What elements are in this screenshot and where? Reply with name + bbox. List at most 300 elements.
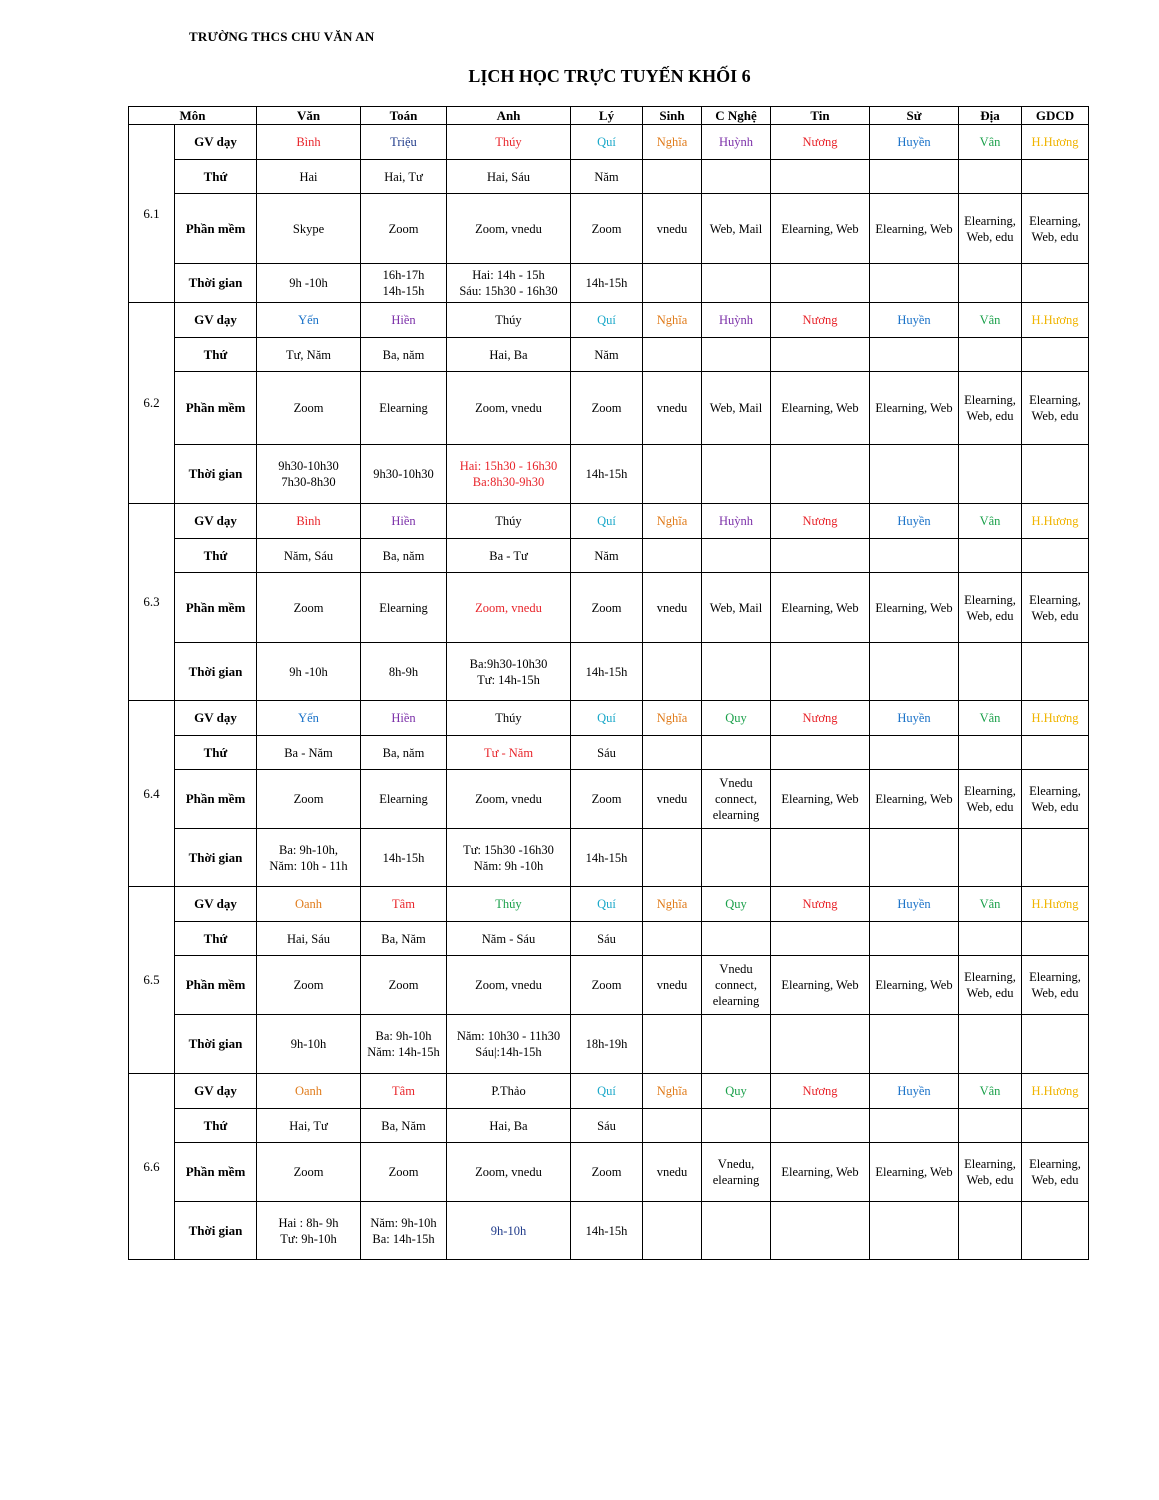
table-cell: Ba: 9h-10h, Năm: 10h - 11h [257, 829, 361, 887]
table-cell [702, 1109, 771, 1143]
table-cell [643, 1109, 702, 1143]
row-label: GV dạy [175, 303, 257, 338]
table-cell [959, 160, 1022, 194]
table-cell: Elearning, Web [870, 194, 959, 264]
table-cell [870, 264, 959, 303]
table-cell [959, 445, 1022, 504]
table-cell: 14h-15h [361, 829, 447, 887]
table-cell: Vân [959, 1074, 1022, 1109]
table-cell [702, 338, 771, 372]
table-cell [643, 338, 702, 372]
table-cell [1022, 160, 1089, 194]
header-cell: Địa [959, 107, 1022, 125]
row-label: Thứ [175, 539, 257, 573]
row-label: Thời gian [175, 1202, 257, 1260]
table-cell: Vnedu connect, elearning [702, 770, 771, 829]
table-cell: Nghĩa [643, 887, 702, 922]
table-cell: Zoom [361, 1143, 447, 1202]
table-cell: Năm [571, 539, 643, 573]
table-cell: Quy [702, 1074, 771, 1109]
table-cell: Elearning, Web [771, 194, 870, 264]
table-cell: Zoom [571, 194, 643, 264]
header-row [129, 107, 1089, 125]
table-cell: Vân [959, 303, 1022, 338]
row-label: Phần mềm [175, 770, 257, 829]
table-cell: Hiền [361, 701, 447, 736]
table-cell [870, 445, 959, 504]
table-cell: Vân [959, 125, 1022, 160]
table-cell: Vân [959, 504, 1022, 539]
table-cell: Nương [771, 701, 870, 736]
table-cell [771, 160, 870, 194]
table-cell: Nương [771, 887, 870, 922]
header-cell: Sinh [643, 107, 702, 125]
table-cell [643, 643, 702, 701]
table-cell [702, 264, 771, 303]
table-cell: Skype [257, 194, 361, 264]
table-cell: Zoom [361, 194, 447, 264]
table-cell: H.Hương [1022, 701, 1089, 736]
table-cell [643, 829, 702, 887]
table-cell: Ba: 9h-10h Năm: 14h-15h [361, 1015, 447, 1074]
table-cell: Thúy [447, 504, 571, 539]
table-cell: H.Hương [1022, 303, 1089, 338]
table-cell: Web, Mail [702, 573, 771, 643]
table-cell: Nghĩa [643, 504, 702, 539]
table-cell [702, 736, 771, 770]
table-cell: Nương [771, 504, 870, 539]
table-cell: Elearning, Web [771, 770, 870, 829]
table-cell: Zoom [257, 956, 361, 1015]
table-cell: Elearning [361, 770, 447, 829]
table-cell: Zoom [571, 372, 643, 445]
row-label: Phần mềm [175, 194, 257, 264]
table-cell [959, 922, 1022, 956]
table-cell: Nương [771, 303, 870, 338]
table-cell: Web, Mail [702, 372, 771, 445]
class-name-cell: 6.3 [129, 504, 175, 701]
class-name-cell: 6.2 [129, 303, 175, 504]
table-cell: Tâm [361, 1074, 447, 1109]
table-cell: Thúy [447, 303, 571, 338]
table-cell: Hai: 15h30 - 16h30 Ba:8h30-9h30 [447, 445, 571, 504]
table-cell: Ba:9h30-10h30 Tư: 14h-15h [447, 643, 571, 701]
table-cell: Quí [571, 303, 643, 338]
table-cell [702, 1202, 771, 1260]
table-cell: 8h-9h [361, 643, 447, 701]
table-cell: Hai : 8h- 9h Tư: 9h-10h [257, 1202, 361, 1260]
table-cell: Quí [571, 887, 643, 922]
table-row [129, 504, 1089, 539]
row-label: Thời gian [175, 643, 257, 701]
table-cell [1022, 445, 1089, 504]
table-cell: 9h30-10h30 7h30-8h30 [257, 445, 361, 504]
table-cell [771, 338, 870, 372]
table-cell: H.Hương [1022, 1074, 1089, 1109]
table-cell: Zoom [257, 372, 361, 445]
table-cell: Hai, Sáu [447, 160, 571, 194]
row-label: Thời gian [175, 1015, 257, 1074]
table-cell: vnedu [643, 573, 702, 643]
table-cell [870, 922, 959, 956]
table-cell: Elearning, Web [771, 372, 870, 445]
table-cell: Tư: 15h30 -16h30 Năm: 9h -10h [447, 829, 571, 887]
table-cell: Ba, Năm [361, 1109, 447, 1143]
table-cell: Quy [702, 887, 771, 922]
table-cell [702, 1015, 771, 1074]
table-cell: Web, Mail [702, 194, 771, 264]
table-cell: Năm [571, 160, 643, 194]
table-cell [1022, 736, 1089, 770]
table-cell: Vân [959, 887, 1022, 922]
table-cell: Hai, Tư [257, 1109, 361, 1143]
table-row [129, 194, 1089, 264]
table-cell: Huyền [870, 701, 959, 736]
header-cell: Sử [870, 107, 959, 125]
table-cell: 16h-17h 14h-15h [361, 264, 447, 303]
row-label: Thứ [175, 338, 257, 372]
row-label: Thứ [175, 1109, 257, 1143]
table-cell: Elearning, Web [870, 372, 959, 445]
table-cell [771, 643, 870, 701]
table-cell: 9h-10h [447, 1202, 571, 1260]
table-cell: Thúy [447, 125, 571, 160]
table-cell: Zoom [571, 573, 643, 643]
table-row [129, 1109, 1089, 1143]
table-cell: Yến [257, 303, 361, 338]
table-cell [959, 1202, 1022, 1260]
table-cell: Elearning, Web, edu [1022, 194, 1089, 264]
table-cell: Tâm [361, 887, 447, 922]
table-cell [1022, 829, 1089, 887]
row-label: Phần mềm [175, 573, 257, 643]
table-cell: Elearning [361, 372, 447, 445]
table-cell [771, 1015, 870, 1074]
table-cell: Quy [702, 701, 771, 736]
table-cell: Zoom, vnedu [447, 956, 571, 1015]
table-cell: Ba, năm [361, 736, 447, 770]
table-cell [1022, 1015, 1089, 1074]
table-cell [643, 1202, 702, 1260]
table-cell: Elearning, Web [870, 573, 959, 643]
table-cell [1022, 922, 1089, 956]
table-cell: Zoom [257, 1143, 361, 1202]
table-row [129, 922, 1089, 956]
table-cell: Ba - Năm [257, 736, 361, 770]
table-cell [959, 829, 1022, 887]
row-label: Thứ [175, 922, 257, 956]
table-cell: Elearning, Web [870, 770, 959, 829]
table-row [129, 1015, 1089, 1074]
table-cell: Quí [571, 504, 643, 539]
table-cell: H.Hương [1022, 887, 1089, 922]
table-cell: 14h-15h [571, 1202, 643, 1260]
table-cell: Nương [771, 125, 870, 160]
row-label: Thứ [175, 160, 257, 194]
table-cell: 18h-19h [571, 1015, 643, 1074]
table-cell: Zoom, vnedu [447, 194, 571, 264]
table-cell: Sáu [571, 736, 643, 770]
table-cell: Hai, Ba [447, 1109, 571, 1143]
table-cell [870, 160, 959, 194]
table-cell: Vnedu connect, elearning [702, 956, 771, 1015]
table-cell: Elearning, Web, edu [959, 194, 1022, 264]
table-cell [643, 539, 702, 573]
table-cell: Sáu [571, 1109, 643, 1143]
table-cell: Nghĩa [643, 1074, 702, 1109]
table-cell: Huỳnh [702, 125, 771, 160]
table-cell: Elearning, Web, edu [959, 1143, 1022, 1202]
table-cell: 14h-15h [571, 264, 643, 303]
table-cell: Năm: 9h-10h Ba: 14h-15h [361, 1202, 447, 1260]
table-cell [870, 1202, 959, 1260]
table-cell: Ba, năm [361, 338, 447, 372]
table-row [129, 829, 1089, 887]
row-label: Thời gian [175, 445, 257, 504]
table-cell: Quí [571, 125, 643, 160]
table-cell: Huyền [870, 887, 959, 922]
table-cell [870, 643, 959, 701]
table-cell: Ba - Tư [447, 539, 571, 573]
header-cell: Môn [129, 107, 257, 125]
table-cell: Tư, Năm [257, 338, 361, 372]
table-cell: Quí [571, 701, 643, 736]
table-cell: Hiền [361, 303, 447, 338]
table-cell: Hiền [361, 504, 447, 539]
table-cell: Năm, Sáu [257, 539, 361, 573]
table-cell: Elearning, Web, edu [959, 573, 1022, 643]
table-cell [771, 1202, 870, 1260]
table-cell: Hai [257, 160, 361, 194]
table-cell: H.Hương [1022, 504, 1089, 539]
table-cell: Elearning, Web, edu [1022, 573, 1089, 643]
page-title: LỊCH HỌC TRỰC TUYẾN KHỐI 6 [468, 66, 751, 86]
table-cell [1022, 338, 1089, 372]
header-cell: GDCD [1022, 107, 1089, 125]
table-cell: 9h-10h [257, 1015, 361, 1074]
table-cell [702, 445, 771, 504]
table-row [129, 887, 1089, 922]
table-cell: Elearning, Web, edu [959, 372, 1022, 445]
table-row [129, 338, 1089, 372]
table-cell: Zoom, vnedu [447, 1143, 571, 1202]
table-cell: Thúy [447, 887, 571, 922]
school-name: TRƯỜNG THCS CHU VĂN AN [189, 29, 375, 44]
table-cell: 14h-15h [571, 643, 643, 701]
table-cell [870, 1015, 959, 1074]
table-cell: Bình [257, 504, 361, 539]
table-cell: Nghĩa [643, 125, 702, 160]
table-cell: Elearning, Web, edu [959, 770, 1022, 829]
table-cell [702, 922, 771, 956]
row-label: Thời gian [175, 264, 257, 303]
table-cell: P.Thảo [447, 1074, 571, 1109]
table-cell: Huỳnh [702, 504, 771, 539]
table-cell: Zoom, vnedu [447, 573, 571, 643]
table-cell [959, 1109, 1022, 1143]
table-cell: H.Hương [1022, 125, 1089, 160]
row-label: GV dạy [175, 504, 257, 539]
table-row [129, 125, 1089, 160]
table-cell: Huyền [870, 303, 959, 338]
table-cell: Elearning [361, 573, 447, 643]
header-cell: Toán [361, 107, 447, 125]
table-cell: Hai, Sáu [257, 922, 361, 956]
table-cell [959, 539, 1022, 573]
table-cell [959, 643, 1022, 701]
row-label: Phần mềm [175, 372, 257, 445]
table-cell: Nương [771, 1074, 870, 1109]
table-cell: 9h30-10h30 [361, 445, 447, 504]
table-cell: 9h -10h [257, 643, 361, 701]
table-row [129, 1143, 1089, 1202]
table-cell [1022, 1109, 1089, 1143]
table-row [129, 770, 1089, 829]
header-cell: Tin [771, 107, 870, 125]
table-cell: Zoom, vnedu [447, 372, 571, 445]
class-name-cell: 6.5 [129, 887, 175, 1074]
row-label: Phần mềm [175, 956, 257, 1015]
table-cell: Huyền [870, 1074, 959, 1109]
table-row [129, 736, 1089, 770]
table-cell: Năm [571, 338, 643, 372]
table-row [129, 573, 1089, 643]
table-cell: Zoom [571, 1143, 643, 1202]
table-cell: 14h-15h [571, 829, 643, 887]
table-cell [870, 539, 959, 573]
table-cell: 9h -10h [257, 264, 361, 303]
table-cell: Zoom [571, 770, 643, 829]
schedule-table [128, 106, 1089, 1260]
table-cell: Oanh [257, 1074, 361, 1109]
class-name-cell: 6.1 [129, 125, 175, 303]
table-cell: Bình [257, 125, 361, 160]
table-row [129, 264, 1089, 303]
table-cell: Năm: 10h30 - 11h30 Sáu|:14h-15h [447, 1015, 571, 1074]
table-cell [771, 922, 870, 956]
table-cell [1022, 1202, 1089, 1260]
row-label: GV dạy [175, 1074, 257, 1109]
row-label: GV dạy [175, 701, 257, 736]
table-row [129, 303, 1089, 338]
table-cell: Triệu [361, 125, 447, 160]
table-cell [959, 736, 1022, 770]
table-cell: Oanh [257, 887, 361, 922]
table-cell [1022, 539, 1089, 573]
table-cell: Elearning, Web [771, 956, 870, 1015]
table-cell [959, 264, 1022, 303]
table-row [129, 372, 1089, 445]
table-row [129, 539, 1089, 573]
table-cell [771, 539, 870, 573]
table-cell [959, 1015, 1022, 1074]
table-cell [771, 736, 870, 770]
table-cell: Ba, năm [361, 539, 447, 573]
header-cell: Lý [571, 107, 643, 125]
row-label: GV dạy [175, 125, 257, 160]
table-cell: Zoom [257, 573, 361, 643]
table-cell: Zoom, vnedu [447, 770, 571, 829]
table-row [129, 643, 1089, 701]
table-cell: Hai, Ba [447, 338, 571, 372]
table-cell: vnedu [643, 956, 702, 1015]
table-cell [870, 829, 959, 887]
table-cell: Nghĩa [643, 701, 702, 736]
class-name-cell: 6.4 [129, 701, 175, 887]
table-cell [870, 1109, 959, 1143]
table-cell: Zoom [257, 770, 361, 829]
table-cell: Năm - Sáu [447, 922, 571, 956]
table-cell: Elearning, Web [771, 1143, 870, 1202]
table-cell [643, 264, 702, 303]
table-cell: Elearning, Web, edu [959, 956, 1022, 1015]
table-cell: Elearning, Web [870, 956, 959, 1015]
table-cell: Nghĩa [643, 303, 702, 338]
table-row [129, 1202, 1089, 1260]
row-label: Thời gian [175, 829, 257, 887]
table-cell: Vnedu, elearning [702, 1143, 771, 1202]
table-cell [702, 829, 771, 887]
table-cell [1022, 264, 1089, 303]
schedule-body [129, 125, 1089, 1260]
table-cell: vnedu [643, 770, 702, 829]
table-cell: Zoom [361, 956, 447, 1015]
table-cell [771, 264, 870, 303]
table-cell: Vân [959, 701, 1022, 736]
table-cell [643, 922, 702, 956]
table-cell: Huỳnh [702, 303, 771, 338]
row-label: Phần mềm [175, 1143, 257, 1202]
table-cell [702, 160, 771, 194]
table-cell: Hai, Tư [361, 160, 447, 194]
table-cell [959, 338, 1022, 372]
table-cell: Yến [257, 701, 361, 736]
table-cell: 14h-15h [571, 445, 643, 504]
table-cell [870, 736, 959, 770]
table-cell: Sáu [571, 922, 643, 956]
table-cell: Elearning, Web, edu [1022, 1143, 1089, 1202]
table-row [129, 701, 1089, 736]
table-cell [771, 829, 870, 887]
table-cell [643, 736, 702, 770]
table-cell: Quí [571, 1074, 643, 1109]
table-cell [771, 445, 870, 504]
table-cell [643, 445, 702, 504]
table-cell: Thúy [447, 701, 571, 736]
table-cell [771, 1109, 870, 1143]
table-cell [643, 160, 702, 194]
table-cell: Zoom [571, 956, 643, 1015]
table-cell: Elearning, Web, edu [1022, 770, 1089, 829]
class-name-cell: 6.6 [129, 1074, 175, 1260]
table-row [129, 160, 1089, 194]
row-label: GV dạy [175, 887, 257, 922]
table-cell: Hai: 14h - 15h Sáu: 15h30 - 16h30 [447, 264, 571, 303]
table-cell [702, 539, 771, 573]
header-cell: Anh [447, 107, 571, 125]
header-cell: Văn [257, 107, 361, 125]
table-cell: vnedu [643, 1143, 702, 1202]
table-cell [1022, 643, 1089, 701]
row-label: Thứ [175, 736, 257, 770]
table-cell: vnedu [643, 372, 702, 445]
table-cell: vnedu [643, 194, 702, 264]
header-cell: C Nghệ [702, 107, 771, 125]
table-cell: Huyền [870, 125, 959, 160]
table-cell [702, 643, 771, 701]
table-cell: Tư - Năm [447, 736, 571, 770]
table-cell: Huyền [870, 504, 959, 539]
